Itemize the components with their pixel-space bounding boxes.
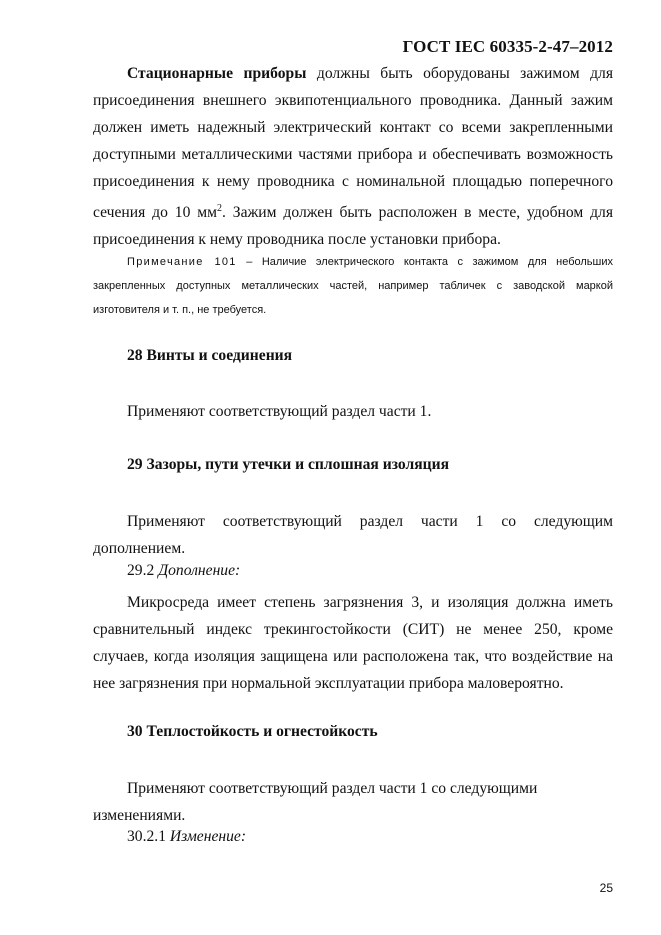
subsection-29-2-number: 29.2 <box>127 562 159 579</box>
intro-paragraph <box>93 60 613 253</box>
section-30-heading: 30 Теплостойкость и огнестойкость <box>127 723 378 740</box>
note-text: – Наличие электрического контакта с зажимом для небольших закрепленных доступных металлических частей, например табличек с заводской маркой изготовителя и т. п., не требуется. <box>93 256 614 316</box>
section-28-heading: 28 Винты и соединения <box>127 347 293 364</box>
note-label: Примечание 101 <box>127 256 237 268</box>
page-number: 25 <box>599 881 613 895</box>
subsection-29-2-label: Дополнение: <box>158 562 241 579</box>
section-29-body: Применяют соответствующий раздел части 1 со следующим дополнением. <box>93 513 613 557</box>
section-29-text <box>93 508 613 562</box>
note-101 <box>93 250 613 322</box>
superscript-2: 2 <box>217 203 223 214</box>
subsection-29-2-text <box>93 589 613 697</box>
section-30-line1: Применяют соответствующий раздел части 1 со следующими <box>127 780 538 797</box>
subsection-29-2 <box>127 562 240 580</box>
subsection-29-2-body: Микросреда имеет степень загрязнения 3, и изоляция должна иметь сравнительный индекс трекингостойкости (СИТ) не менее 250, кроме случаев, когда изоляция защищена или расположена так, что воздействие на нее загрязнения при нормальной эксплуатации прибора маловероятно. <box>93 594 613 692</box>
subsection-30-2-1-number: 30.2.1 <box>127 828 170 845</box>
intro-text-end: . Зажим должен быть расположен в месте, удобном для присоединения к нему проводника после установки прибора. <box>93 204 614 249</box>
subsection-30-2-1 <box>127 828 246 846</box>
section-28-text: Применяют соответствующий раздел части 1. <box>127 403 432 420</box>
section-30-line2: изменениями. <box>93 807 186 824</box>
intro-lead-bold: Стационарные приборы <box>127 65 307 82</box>
subsection-30-2-1-label: Изменение: <box>169 828 247 845</box>
section-29-heading: 29 Зазоры, пути утечки и сплошная изоляция <box>127 456 450 473</box>
section-30-text <box>93 775 613 829</box>
standard-designation: ГОСТ IEC 60335-2-47–2012 <box>402 37 613 56</box>
intro-text: должны быть оборудованы зажимом для присоединения внешнего эквипотенциального проводника. Данный зажим должен иметь надежный электрический контакт со всеми закрепленными доступными металлическими частями прибора и обеспечивать возможность присоединения к нему проводника с номинальной площадью поперечного сечения до 10 мм <box>93 65 614 222</box>
